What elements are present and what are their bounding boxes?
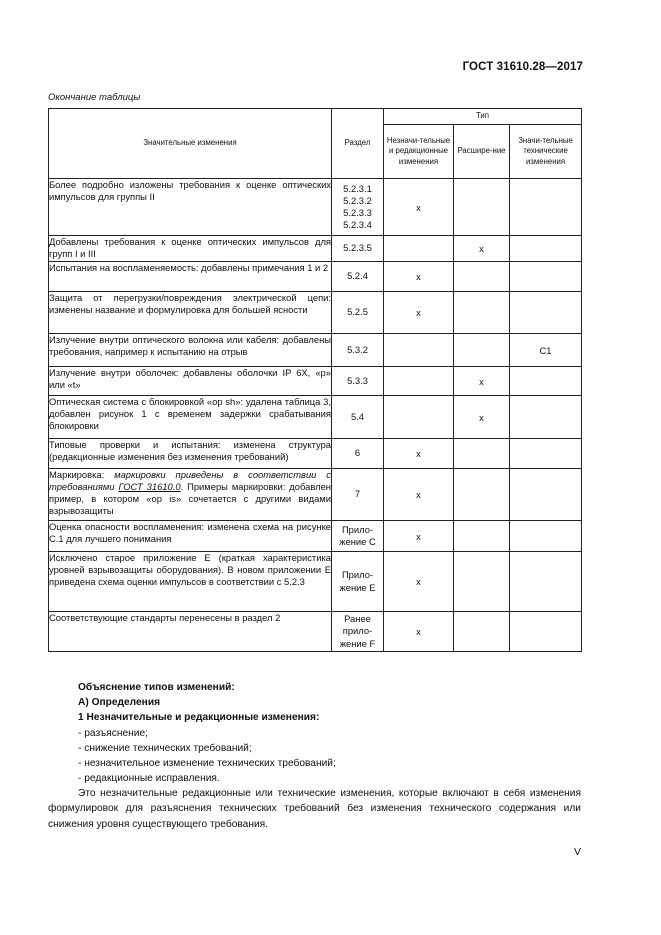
table-row [49,236,582,262]
change-description: Излучение внутри оболочек: добавлены оболочки IP 6X, «p» или «t» [49,367,332,396]
type-mark-minor: x [384,612,454,652]
type-mark-extension [454,469,510,521]
table-row [49,292,582,334]
section-ref: 5.3.2 [332,334,384,367]
change-description: Испытания на воспламеняемость: добавлены примечания 1 и 2 [49,262,332,292]
type-mark-technical [510,262,582,292]
type-mark-technical [510,469,582,521]
section-ref: 5.2.3.1 5.2.3.2 5.2.3.3 5.2.3.4 [332,179,384,236]
type-mark-extension [454,439,510,469]
type-mark-technical [510,367,582,396]
type-mark-extension [454,292,510,334]
change-types-explanation [78,680,336,786]
type-mark-minor: x [384,552,454,612]
type-mark-minor [384,334,454,367]
type-mark-technical [510,236,582,262]
table-row [49,396,582,439]
type-mark-minor [384,367,454,396]
table-caption: Окончание таблицы [48,92,141,103]
section-ref: 5.2.4 [332,262,384,292]
section-ref: Ранее прило-жение F [332,612,384,652]
type-mark-extension [454,521,510,552]
change-description: Типовые проверки и испытания: изменена структура (редакционные изменения без изменения требований) [49,439,332,469]
table-row [49,552,582,612]
change-description-part: ГОСТ 31610.0 [118,481,181,493]
section-ref: Прило-жение Е [332,552,384,612]
list-item: - снижение технических требований; [78,742,252,754]
change-description-part: маркировки приведены в соответствии с требованиями [49,469,331,493]
type-mark-extension: x [454,396,510,439]
col-header-section: Раздел [332,109,384,179]
col-header-technical: Значи-тельные технические изменения [510,125,582,179]
list-item: - редакционные исправления. [78,773,220,785]
type-mark-technical [510,439,582,469]
explanation-paragraph: Это незначительные редакционные или технические изменения, которые включают в себя изменения формулировок для разъяснения технических требований без изменения технического содержания или снижения уровня существующего требования. [48,788,581,830]
change-description: Соответствующие стандарты перенесены в раздел 2 [49,612,332,652]
change-description: Излучение внутри оптического волокна или кабеля: добавлены требования, например к испытанию на отрыв [49,334,332,367]
type-mark-extension [454,262,510,292]
list-item: - незначительное изменение технических требований; [78,758,336,770]
change-description: Оценка опасности воспламенения: изменена схема на рисунке С.1 для лучшего понимания [49,521,332,552]
type-mark-minor: x [384,262,454,292]
notes-subtitle: А) Определения [78,697,161,709]
change-description [49,469,332,521]
document-code: ГОСТ 31610.28—2017 [462,61,583,73]
page-number: V [573,846,581,858]
table-row [49,179,582,236]
change-description-part: . Примеры маркировки: добавлен пример, в котором «op is» сочетается с другими видами взрывозащиты [49,481,331,517]
type-mark-technical: C1 [510,334,582,367]
table-row [49,439,582,469]
table-row [49,469,582,521]
type-mark-minor: x [384,439,454,469]
list-item: - разъяснение; [78,727,148,739]
type-mark-extension [454,334,510,367]
type-mark-technical [510,552,582,612]
section-ref: 5.3.3 [332,367,384,396]
type-mark-extension [454,552,510,612]
change-description: Более подробно изложены требования к оценке оптических импульсов для группы II [49,179,332,236]
section-ref: Прило-жение С [332,521,384,552]
type-mark-minor: x [384,469,454,521]
type-mark-minor [384,236,454,262]
type-mark-minor: x [384,521,454,552]
type-mark-technical [510,396,582,439]
type-mark-minor: x [384,292,454,334]
section-ref: 5.2.5 [332,292,384,334]
col-header-minor: Незначи-тельные и редакционные изменения [384,125,454,179]
type-mark-minor: x [384,179,454,236]
type-mark-technical [510,612,582,652]
col-header-type: Тип [384,109,582,125]
change-description: Защита от перегрузки/повреждения электрической цепи: изменены название и формулировка для большей ясности [49,292,332,334]
type-mark-minor [384,396,454,439]
col-header-extension: Расшире-ние [454,125,510,179]
table-row [49,521,582,552]
table-row [49,612,582,652]
type-mark-extension: x [454,367,510,396]
section-ref: 5.4 [332,396,384,439]
col-header-changes: Значительные изменения [49,109,332,179]
change-description: Исключено старое приложение Е (краткая характеристика уровней взрывозащиты оборудования). В новом приложении Е приведена схема оценки импульсов в соответствии с 5.2.3 [49,552,332,612]
type-mark-technical [510,521,582,552]
table-row [49,367,582,396]
section-ref: 5.2.3.5 [332,236,384,262]
change-description-part: Маркировка: [49,469,115,480]
type-mark-technical [510,179,582,236]
change-description: Добавлены требования к оценке оптических импульсов для групп I и III [49,236,332,262]
type-mark-extension [454,612,510,652]
notes-item-title: 1 Незначительные и редакционные изменения: [78,712,320,724]
table-row [49,262,582,292]
change-description: Оптическая система с блокировкой «op sh»: удалена таблица 3, добавлен рисунок 1 с временем задержки срабатывания блокировки [49,396,332,439]
section-ref: 6 [332,439,384,469]
type-mark-extension: x [454,236,510,262]
type-mark-extension [454,179,510,236]
type-mark-technical [510,292,582,334]
changes-table [48,108,582,652]
notes-title: Объяснение типов изменений: [78,682,235,693]
table-row [49,334,582,367]
section-ref: 7 [332,469,384,521]
